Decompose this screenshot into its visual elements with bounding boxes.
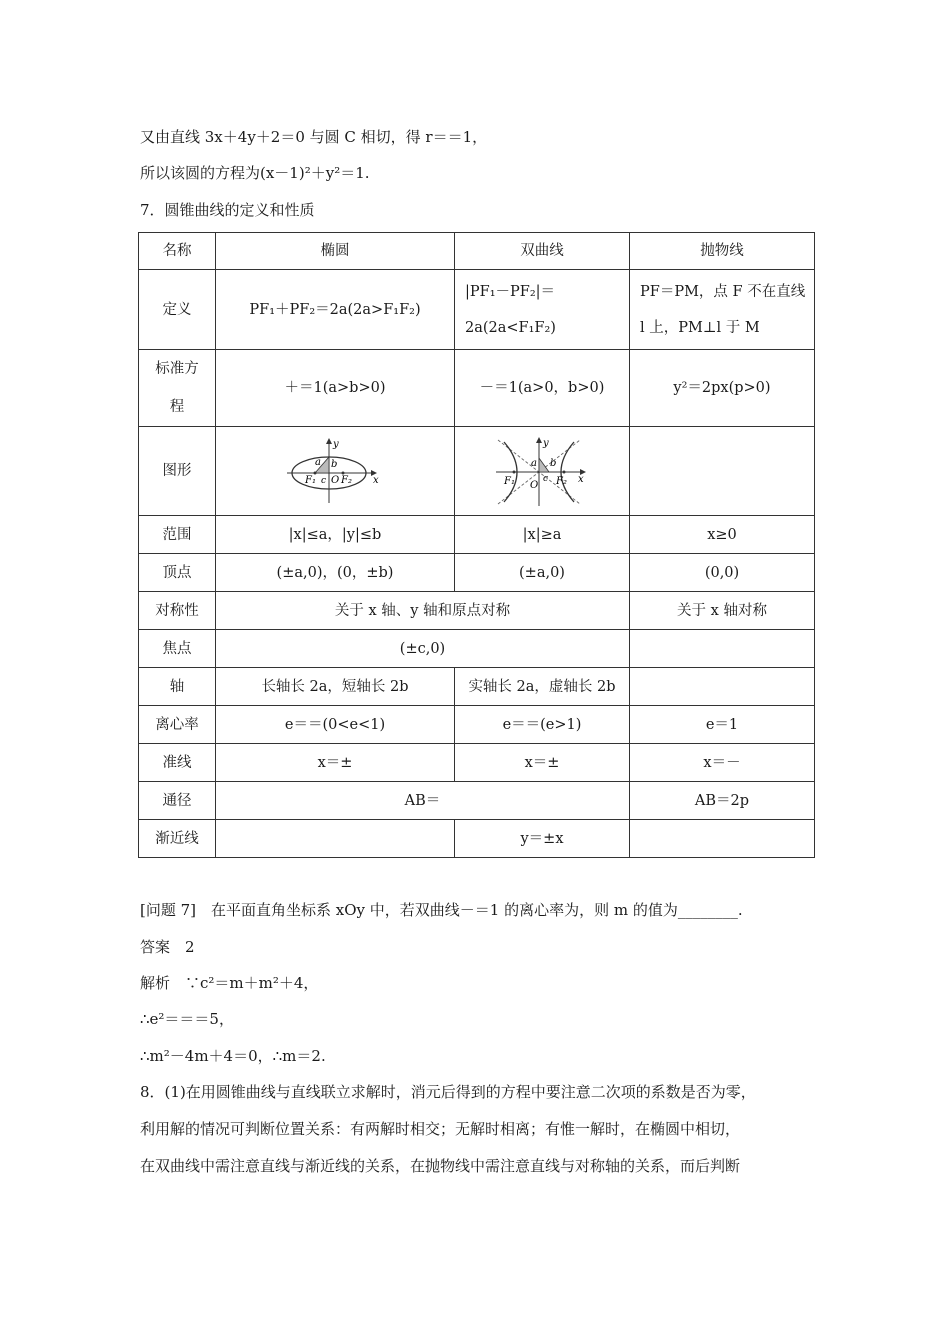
row-asymptote: [139, 820, 815, 858]
ellipse-range: |x|≤a，|y|≤b: [216, 516, 455, 554]
parabola-symmetry: 关于 x 轴对称: [630, 592, 815, 630]
label-definition: 定义: [139, 270, 216, 350]
label-vertex: 顶点: [139, 554, 216, 592]
hyperbola-range: |x|≥a: [455, 516, 630, 554]
label-axis: 轴: [139, 668, 216, 706]
conics-symmetry: 关于 x 轴、y 轴和原点对称: [216, 592, 630, 630]
hyperbola-definition: |PF₁－PF₂|＝ 2a(2a<F₁F₂): [455, 270, 630, 350]
row-axis: [139, 668, 815, 706]
ellipse-definition: PF₁＋PF₂＝2a(2a>F₁F₂): [216, 270, 455, 350]
ellipse-figure: [216, 427, 455, 516]
section-8-line-3: 在双曲线中需注意直线与渐近线的关系，在抛物线中需注意直线与对称轴的关系，而后判断: [140, 1157, 741, 1175]
row-symmetry: [139, 592, 815, 630]
table-header-row: [139, 233, 815, 270]
ellipse-diagram: [285, 435, 385, 507]
svg-text:b: b: [331, 459, 338, 470]
ellipse-directrix: x＝±: [216, 744, 455, 782]
row-range: [139, 516, 815, 554]
ellipse-axis: 长轴长 2a，短轴长 2b: [216, 668, 455, 706]
parabola-focus: [630, 630, 815, 668]
svg-text:c: c: [321, 476, 327, 486]
label-range: 范围: [139, 516, 216, 554]
svg-text:O: O: [530, 480, 539, 491]
row-definition: [139, 270, 815, 350]
parabola-latus-rectum: AB＝2p: [630, 782, 815, 820]
parabola-range: x≥0: [630, 516, 815, 554]
svg-text:O: O: [331, 475, 340, 486]
intro-line-2: 所以该圆的方程为(x－1)²＋y²＝1.: [140, 164, 370, 182]
label-eccentricity: 离心率: [139, 706, 216, 744]
label-standard-equation: 标准方 程: [139, 350, 216, 427]
section-8-line-2: 利用解的情况可判断位置关系：有两解时相交；无解时相离；有惟一解时，在椭圆中相切，: [140, 1120, 741, 1138]
svg-text:F₁: F₁: [504, 476, 515, 487]
svg-text:F₂: F₂: [556, 476, 567, 487]
svg-text:a: a: [531, 458, 537, 469]
hyperbola-eccentricity: e＝＝(e>1): [455, 706, 630, 744]
label-focus: 焦点: [139, 630, 216, 668]
parabola-vertex: (0,0): [630, 554, 815, 592]
header-ellipse: 椭圆: [216, 233, 455, 270]
label-symmetry: 对称性: [139, 592, 216, 630]
hyperbola-figure: [455, 427, 630, 516]
section-8-line-1: 8．(1)在用圆锥曲线与直线联立求解时，消元后得到的方程中要注意二次项的系数是否为零，: [140, 1083, 756, 1101]
section-7-title: 7．圆锥曲线的定义和性质: [140, 201, 315, 219]
conics-latus-rectum: AB＝: [216, 782, 630, 820]
hyperbola-vertex: (±a,0): [455, 554, 630, 592]
row-vertex: [139, 554, 815, 592]
svg-text:y: y: [333, 439, 339, 450]
label-directrix: 准线: [139, 744, 216, 782]
svg-text:b: b: [550, 458, 557, 469]
row-focus: [139, 630, 815, 668]
problem-7-question: [问题 7] 在平面直角坐标系 xOy 中，若双曲线－＝1 的离心率为，则 m 的值为________.: [140, 901, 743, 919]
svg-text:y: y: [543, 438, 549, 449]
problem-7-solution-1: 解析 ∵c²＝m＋m²＋4，: [140, 974, 319, 992]
ellipse-vertex: (±a,0)，(0，±b): [216, 554, 455, 592]
ellipse-asymptote: [216, 820, 455, 858]
parabola-eccentricity: e＝1: [630, 706, 815, 744]
label-asymptote: 渐近线: [139, 820, 216, 858]
svg-text:x: x: [578, 474, 584, 485]
hyperbola-equation: －＝1(a>0，b>0): [455, 350, 630, 427]
parabola-definition: PF＝PM，点 F 不在直线 l 上，PM⊥l 于 M: [630, 270, 815, 350]
section-8-paragraph: [140, 1074, 820, 1185]
conic-properties-table: [138, 232, 815, 858]
row-figure: [139, 427, 815, 516]
row-standard-equation: [139, 350, 815, 427]
svg-text:a: a: [315, 457, 321, 468]
svg-text:c: c: [543, 474, 549, 484]
hyperbola-asymptote: y＝±x: [455, 820, 630, 858]
conics-focus: (±c,0): [216, 630, 630, 668]
header-name: 名称: [139, 233, 216, 270]
svg-text:F₁: F₁: [305, 475, 316, 486]
row-directrix: [139, 744, 815, 782]
header-hyperbola: 双曲线: [455, 233, 630, 270]
parabola-directrix: x＝－: [630, 744, 815, 782]
ellipse-equation: ＋＝1(a>b>0): [216, 350, 455, 427]
svg-text:F₂: F₂: [341, 475, 352, 486]
header-parabola: 抛物线: [630, 233, 815, 270]
hyperbola-diagram: [494, 434, 590, 508]
parabola-asymptote: [630, 820, 815, 858]
parabola-figure: [630, 427, 815, 516]
hyperbola-axis: 实轴长 2a，虚轴长 2b: [455, 668, 630, 706]
ellipse-eccentricity: e＝＝(0<e<1): [216, 706, 455, 744]
problem-7-answer: 答案 2: [140, 938, 195, 956]
hyperbola-directrix: x＝±: [455, 744, 630, 782]
label-latus-rectum: 通径: [139, 782, 216, 820]
svg-text:x: x: [373, 475, 379, 486]
intro-line-1: 又由直线 3x＋4y＋2＝0 与圆 C 相切，得 r＝＝1，: [140, 128, 488, 146]
parabola-equation: y²＝2px(p>0): [630, 350, 815, 427]
row-eccentricity: [139, 706, 815, 744]
parabola-axis: [630, 668, 815, 706]
problem-7-solution-2: ∴e²＝＝＝5，: [140, 1010, 234, 1028]
label-figure: 图形: [139, 427, 216, 516]
row-latus-rectum: [139, 782, 815, 820]
problem-7-solution-3: ∴m²－4m＋4＝0，∴m＝2.: [140, 1047, 326, 1065]
